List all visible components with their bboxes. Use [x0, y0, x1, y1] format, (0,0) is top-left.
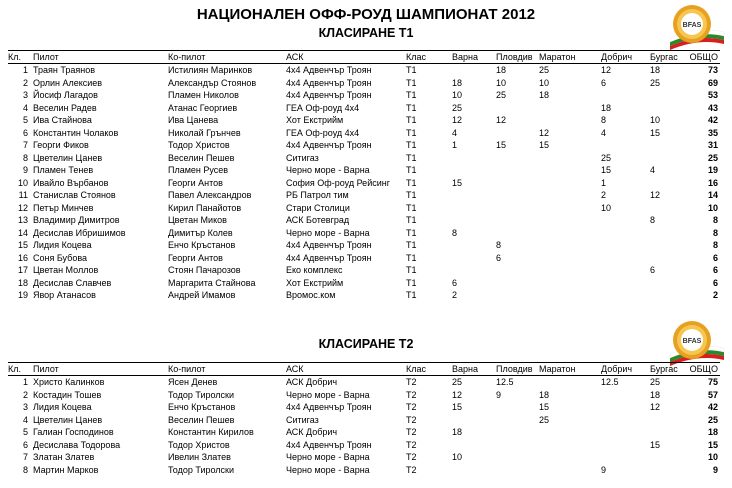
cell-total: 43 — [707, 102, 718, 113]
cell-total: 25 — [707, 152, 718, 163]
table-row — [8, 389, 720, 402]
table-row — [8, 376, 720, 389]
cell-varna: 18 — [452, 77, 463, 88]
table-row — [8, 451, 720, 464]
table-row — [8, 264, 720, 277]
cell-copilot: Ивелин Златев — [168, 452, 231, 462]
table-row — [8, 89, 720, 102]
header-varna: Варна — [452, 52, 478, 62]
cell-class: Т2 — [406, 464, 417, 475]
cell-pilot: Траян Траянов — [33, 65, 95, 75]
cell-club: Хот Екстрийм — [286, 115, 344, 125]
cell-copilot: Енчо Кръстанов — [168, 402, 236, 412]
cell-pilot: Десислав Ибришимов — [33, 227, 126, 238]
cell-maraton: 18 — [539, 389, 550, 400]
cell-class: Т2 — [406, 389, 417, 400]
header-copilot: Ко-пилот — [168, 364, 206, 374]
table-row — [8, 252, 720, 265]
cell-club: София Оф-роуд Рейсинг — [286, 177, 390, 188]
cell-class: Т1 — [406, 77, 417, 88]
header-maraton: Маратон — [539, 364, 576, 374]
cell-class: Т1 — [406, 90, 417, 100]
table-row — [8, 239, 720, 252]
cell-copilot: Ива Цанева — [168, 115, 219, 125]
cell-burgas: 12 — [650, 190, 661, 200]
table-row — [8, 289, 720, 302]
cell-pilot: Пламен Тенев — [33, 165, 94, 175]
cell-club: Черно море - Варна — [286, 464, 370, 475]
cell-total: 16 — [707, 177, 718, 188]
header-ask: АСК — [286, 364, 304, 374]
header-pilot: Пилот — [33, 52, 59, 62]
cell-place: 11 — [18, 190, 28, 200]
cell-dobrich: 2 — [601, 190, 607, 200]
cell-dobrich: 25 — [601, 152, 612, 163]
cell-class: Т1 — [406, 115, 417, 125]
cell-total: 9 — [712, 464, 718, 475]
cell-place: 2 — [22, 77, 28, 88]
cell-copilot: Маргарита Стайнова — [168, 277, 256, 288]
cell-total: 2 — [712, 290, 718, 300]
cell-copilot: Георги Антов — [168, 252, 223, 263]
cell-varna: 25 — [452, 377, 463, 387]
cell-place: 8 — [22, 152, 28, 163]
cell-place: 6 — [22, 439, 28, 450]
cell-place: 5 — [22, 427, 28, 437]
table-row — [8, 189, 720, 202]
cell-place: 14 — [17, 227, 28, 238]
cell-place: 10 — [17, 177, 28, 188]
standings-table-t2 — [8, 362, 720, 476]
cell-class: Т1 — [406, 165, 417, 175]
cell-copilot: Пламен Русев — [168, 165, 229, 175]
cell-copilot: Цветан Миков — [168, 215, 227, 225]
cell-copilot: Тодор Тиролски — [168, 389, 235, 400]
page-title: НАЦИОНАЛЕН ОФФ-РОУД ШАМПИОНАТ 2012 — [196, 6, 536, 23]
cell-varna: 25 — [452, 102, 463, 113]
cell-place: 4 — [22, 414, 28, 425]
cell-copilot: Стоян Пачарозов — [168, 265, 241, 275]
cell-varna: 2 — [452, 290, 458, 300]
header-dobrich: Добрич — [601, 364, 633, 374]
cell-club: 4x4 Адвенчър Троян — [286, 140, 372, 150]
cell-copilot: Атанас Георгиев — [168, 102, 238, 113]
cell-class: Т1 — [406, 140, 417, 150]
table-row — [8, 77, 720, 90]
cell-place: 19 — [17, 290, 28, 300]
cell-club: Стари Столици — [286, 202, 350, 213]
cell-club: Черно море - Варна — [286, 452, 370, 462]
cell-copilot: Ясен Денев — [168, 377, 218, 387]
cell-copilot: Тодор Христов — [168, 439, 230, 450]
table-row — [8, 401, 720, 414]
table-row — [8, 177, 720, 190]
cell-club: АСК Ботевград — [286, 215, 350, 225]
cell-club: Вромос.ком — [286, 290, 336, 300]
cell-dobrich: 12 — [601, 65, 612, 75]
cell-pilot: Цветелин Цанев — [33, 152, 103, 163]
cell-place: 17 — [17, 265, 28, 275]
cell-pilot: Веселин Радев — [33, 102, 97, 113]
header-total: ОБЩО — [689, 364, 718, 374]
cell-pilot: Десислав Славчев — [33, 277, 112, 288]
cell-place: 1 — [22, 377, 28, 387]
cell-class: Т1 — [406, 240, 417, 250]
cell-place: 12 — [17, 202, 28, 213]
header-klas: Клас — [406, 52, 426, 62]
cell-plovdiv: 25 — [496, 90, 507, 100]
cell-pilot: Владимир Димитров — [33, 215, 120, 225]
header-kl: Кл. — [8, 52, 21, 62]
cell-club: Черно море - Варна — [286, 165, 370, 175]
cell-varna: 18 — [452, 427, 463, 437]
cell-copilot: Веселин Пешев — [168, 414, 235, 425]
cell-total: 42 — [707, 115, 718, 125]
cell-burgas: 8 — [650, 215, 656, 225]
cell-class: Т1 — [406, 277, 417, 288]
cell-maraton: 18 — [539, 90, 550, 100]
cell-pilot: Десислава Тодорова — [33, 439, 121, 450]
cell-place: 4 — [22, 102, 28, 113]
cell-maraton: 15 — [539, 140, 550, 150]
table-body-t2 — [8, 376, 720, 476]
header-plovdiv: Пловдив — [496, 52, 533, 62]
cell-pilot: Костадин Тошев — [33, 389, 102, 400]
cell-class: Т1 — [406, 65, 417, 75]
cell-maraton: 25 — [539, 414, 550, 425]
cell-total: 6 — [712, 252, 718, 263]
cell-total: 42 — [707, 402, 718, 412]
svg-text:BFAS: BFAS — [682, 22, 702, 29]
cell-total: 10 — [707, 452, 718, 462]
cell-club: 4x4 Адвенчър Троян — [286, 90, 372, 100]
cell-total: 31 — [707, 140, 718, 150]
table-row — [8, 426, 720, 439]
cell-club: Черно море - Варна — [286, 389, 370, 400]
table-row — [8, 64, 720, 77]
cell-dobrich: 9 — [601, 464, 607, 475]
cell-plovdiv: 15 — [496, 140, 507, 150]
cell-copilot: Андрей Имамов — [168, 290, 236, 300]
cell-total: 19 — [707, 165, 718, 175]
cell-class: Т1 — [406, 152, 417, 163]
cell-total: 10 — [707, 202, 718, 213]
cell-class: Т1 — [406, 265, 417, 275]
cell-total: 69 — [707, 77, 718, 88]
cell-class: Т1 — [406, 227, 417, 238]
cell-burgas: 15 — [650, 439, 661, 450]
cell-pilot: Мартин Марков — [33, 464, 99, 475]
cell-place: 16 — [17, 252, 28, 263]
cell-total: 14 — [707, 190, 718, 200]
cell-varna: 6 — [452, 277, 458, 288]
cell-class: Т2 — [406, 377, 417, 387]
cell-burgas: 12 — [650, 402, 661, 412]
cell-total: 15 — [707, 439, 718, 450]
cell-dobrich: 4 — [601, 127, 607, 138]
cell-pilot: Йосиф Лагадов — [33, 90, 98, 100]
cell-pilot: Лидия Коцева — [33, 402, 92, 412]
section-title-t1: КЛАСИРАНЕ Т1 — [318, 26, 414, 40]
cell-pilot: Орлин Алексиев — [33, 77, 103, 88]
svg-text:BFAS: BFAS — [682, 338, 702, 345]
bfas-logo — [668, 2, 726, 50]
cell-varna: 12 — [452, 115, 463, 125]
cell-total: 35 — [707, 127, 718, 138]
cell-total: 73 — [707, 65, 718, 75]
cell-copilot: Тодор Христов — [168, 140, 230, 150]
cell-plovdiv: 12 — [496, 115, 507, 125]
cell-varna: 15 — [452, 177, 463, 188]
table-row — [8, 152, 720, 165]
cell-burgas: 18 — [650, 389, 661, 400]
cell-place: 6 — [22, 127, 28, 138]
table-header — [8, 362, 720, 376]
cell-dobrich: 6 — [601, 77, 607, 88]
cell-copilot: Тодор Тиролски — [168, 464, 235, 475]
cell-copilot: Кирил Панайотов — [168, 202, 242, 213]
cell-copilot: Александър Стоянов — [168, 77, 257, 88]
cell-class: Т2 — [406, 452, 417, 462]
cell-club: АСК Добрич — [286, 377, 338, 387]
cell-plovdiv: 9 — [496, 389, 502, 400]
header-klas: Клас — [406, 364, 426, 374]
cell-pilot: Явор Атанасов — [33, 290, 96, 300]
cell-pilot: Константин Чолаков — [33, 127, 119, 138]
cell-dobrich: 10 — [601, 202, 612, 213]
cell-club: РБ Патрол тим — [286, 190, 349, 200]
table-row — [8, 127, 720, 140]
header-pilot: Пилот — [33, 364, 59, 374]
cell-place: 5 — [22, 115, 28, 125]
bfas-logo — [668, 318, 726, 366]
cell-maraton: 15 — [539, 402, 550, 412]
cell-class: Т1 — [406, 215, 417, 225]
cell-class: Т1 — [406, 190, 417, 200]
header-varna: Варна — [452, 364, 478, 374]
cell-club: Ситигаз — [286, 152, 319, 163]
cell-plovdiv: 8 — [496, 240, 502, 250]
table-row — [8, 439, 720, 452]
table-body-t1 — [8, 64, 720, 302]
cell-maraton: 12 — [539, 127, 550, 138]
cell-plovdiv: 6 — [496, 252, 502, 263]
cell-place: 2 — [22, 389, 28, 400]
cell-maraton: 25 — [539, 65, 550, 75]
cell-total: 8 — [712, 240, 718, 250]
cell-burgas: 25 — [650, 77, 661, 88]
cell-maraton: 10 — [539, 77, 550, 88]
header-burgas: Бургас — [650, 52, 678, 62]
cell-total: 8 — [712, 215, 718, 225]
cell-varna: 1 — [452, 140, 458, 150]
cell-club: ГЕА Оф-роуд 4x4 — [286, 127, 360, 138]
header-copilot: Ко-пилот — [168, 52, 206, 62]
cell-dobrich: 12.5 — [601, 377, 619, 387]
table-row — [8, 214, 720, 227]
cell-class: Т2 — [406, 402, 417, 412]
header-plovdiv: Пловдив — [496, 364, 533, 374]
cell-burgas: 25 — [650, 377, 661, 387]
header-maraton: Маратон — [539, 52, 576, 62]
cell-varna: 4 — [452, 127, 458, 138]
cell-dobrich: 8 — [601, 115, 607, 125]
cell-varna: 15 — [452, 402, 463, 412]
cell-copilot: Николай Грънчев — [168, 127, 241, 138]
cell-total: 6 — [712, 265, 718, 275]
table-row — [8, 164, 720, 177]
cell-class: Т1 — [406, 102, 417, 113]
cell-varna: 12 — [452, 389, 463, 400]
cell-pilot: Станислав Стоянов — [33, 190, 116, 200]
cell-pilot: Ива Стайнова — [33, 115, 92, 125]
cell-place: 8 — [22, 464, 28, 475]
cell-burgas: 4 — [650, 165, 656, 175]
cell-club: 4x4 Адвенчър Троян — [286, 252, 372, 263]
cell-plovdiv: 12.5 — [496, 377, 514, 387]
cell-club: 4x4 Адвенчър Троян — [286, 402, 372, 412]
cell-pilot: Цветелин Цанев — [33, 414, 103, 425]
cell-plovdiv: 10 — [496, 77, 507, 88]
cell-club: ГЕА Оф-роуд 4x4 — [286, 102, 360, 113]
cell-pilot: Соня Бубова — [33, 252, 88, 263]
cell-place: 7 — [22, 140, 28, 150]
cell-pilot: Георги Фиков — [33, 140, 89, 150]
cell-pilot: Цветан Моллов — [33, 265, 99, 275]
cell-club: Ситигаз — [286, 414, 319, 425]
cell-total: 25 — [707, 414, 718, 425]
cell-class: Т2 — [406, 427, 417, 437]
cell-total: 18 — [707, 427, 718, 437]
cell-class: Т2 — [406, 439, 417, 450]
cell-pilot: Петър Минчев — [33, 202, 94, 213]
cell-copilot: Веселин Пешев — [168, 152, 235, 163]
section-title-t2: КЛАСИРАНЕ Т2 — [318, 337, 414, 351]
cell-pilot: Златан Златев — [33, 452, 95, 462]
cell-copilot: Пламен Николов — [168, 90, 239, 100]
cell-copilot: Георги Антов — [168, 177, 223, 188]
cell-class: Т1 — [406, 252, 417, 263]
cell-total: 57 — [707, 389, 718, 400]
cell-place: 7 — [22, 452, 28, 462]
header-kl: Кл. — [8, 364, 21, 374]
cell-club: Черно море - Варна — [286, 227, 370, 238]
cell-club: Хот Екстрийм — [286, 277, 344, 288]
cell-pilot: Галиан Господинов — [33, 427, 114, 437]
cell-place: 13 — [17, 215, 28, 225]
cell-class: Т1 — [406, 202, 417, 213]
cell-place: 15 — [17, 240, 28, 250]
cell-total: 6 — [712, 277, 718, 288]
table-row — [8, 114, 720, 127]
cell-club: 4x4 Адвенчър Троян — [286, 439, 372, 450]
cell-total: 8 — [712, 227, 718, 238]
cell-varna: 10 — [452, 452, 463, 462]
cell-pilot: Христо Калинков — [33, 377, 105, 387]
cell-varna: 10 — [452, 90, 463, 100]
cell-plovdiv: 18 — [496, 65, 507, 75]
cell-copilot: Енчо Кръстанов — [168, 240, 236, 250]
cell-place: 1 — [22, 65, 28, 75]
cell-class: Т1 — [406, 177, 417, 188]
cell-burgas: 18 — [650, 65, 661, 75]
table-row — [8, 414, 720, 427]
cell-class: Т2 — [406, 414, 417, 425]
cell-class: Т1 — [406, 290, 417, 300]
cell-copilot: Константин Кирилов — [168, 427, 254, 437]
cell-place: 3 — [22, 402, 28, 412]
cell-varna: 8 — [452, 227, 458, 238]
cell-club: АСК Добрич — [286, 427, 338, 437]
cell-club: 4x4 Адвенчър Троян — [286, 65, 372, 75]
cell-club: 4x4 Адвенчър Троян — [286, 240, 372, 250]
cell-copilot: Павел Александров — [168, 190, 252, 200]
cell-pilot: Лидия Коцева — [33, 240, 92, 250]
header-ask: АСК — [286, 52, 304, 62]
table-row — [8, 139, 720, 152]
header-burgas: Бургас — [650, 364, 678, 374]
cell-dobrich: 1 — [601, 177, 607, 188]
cell-total: 53 — [707, 90, 718, 100]
cell-copilot: Истилиян Маринков — [168, 65, 253, 75]
cell-burgas: 6 — [650, 265, 656, 275]
cell-dobrich: 18 — [601, 102, 612, 113]
header-total: ОБЩО — [689, 52, 718, 62]
cell-place: 18 — [17, 277, 28, 288]
cell-dobrich: 15 — [601, 165, 612, 175]
cell-club: Еко комплекс — [286, 265, 343, 275]
cell-burgas: 15 — [650, 127, 661, 138]
table-header — [8, 50, 720, 64]
cell-copilot: Димитър Колев — [168, 227, 233, 238]
header-dobrich: Добрич — [601, 52, 633, 62]
table-row — [8, 202, 720, 215]
standings-table-t1 — [8, 50, 720, 302]
table-row — [8, 277, 720, 290]
table-row — [8, 464, 720, 477]
cell-club: 4x4 Адвенчър Троян — [286, 77, 372, 88]
cell-pilot: Ивайло Върбанов — [33, 177, 109, 188]
cell-class: Т1 — [406, 127, 417, 138]
cell-total: 75 — [707, 377, 718, 387]
cell-place: 3 — [22, 90, 28, 100]
cell-place: 9 — [22, 165, 28, 175]
cell-burgas: 10 — [650, 115, 661, 125]
table-row — [8, 227, 720, 240]
table-row — [8, 102, 720, 115]
